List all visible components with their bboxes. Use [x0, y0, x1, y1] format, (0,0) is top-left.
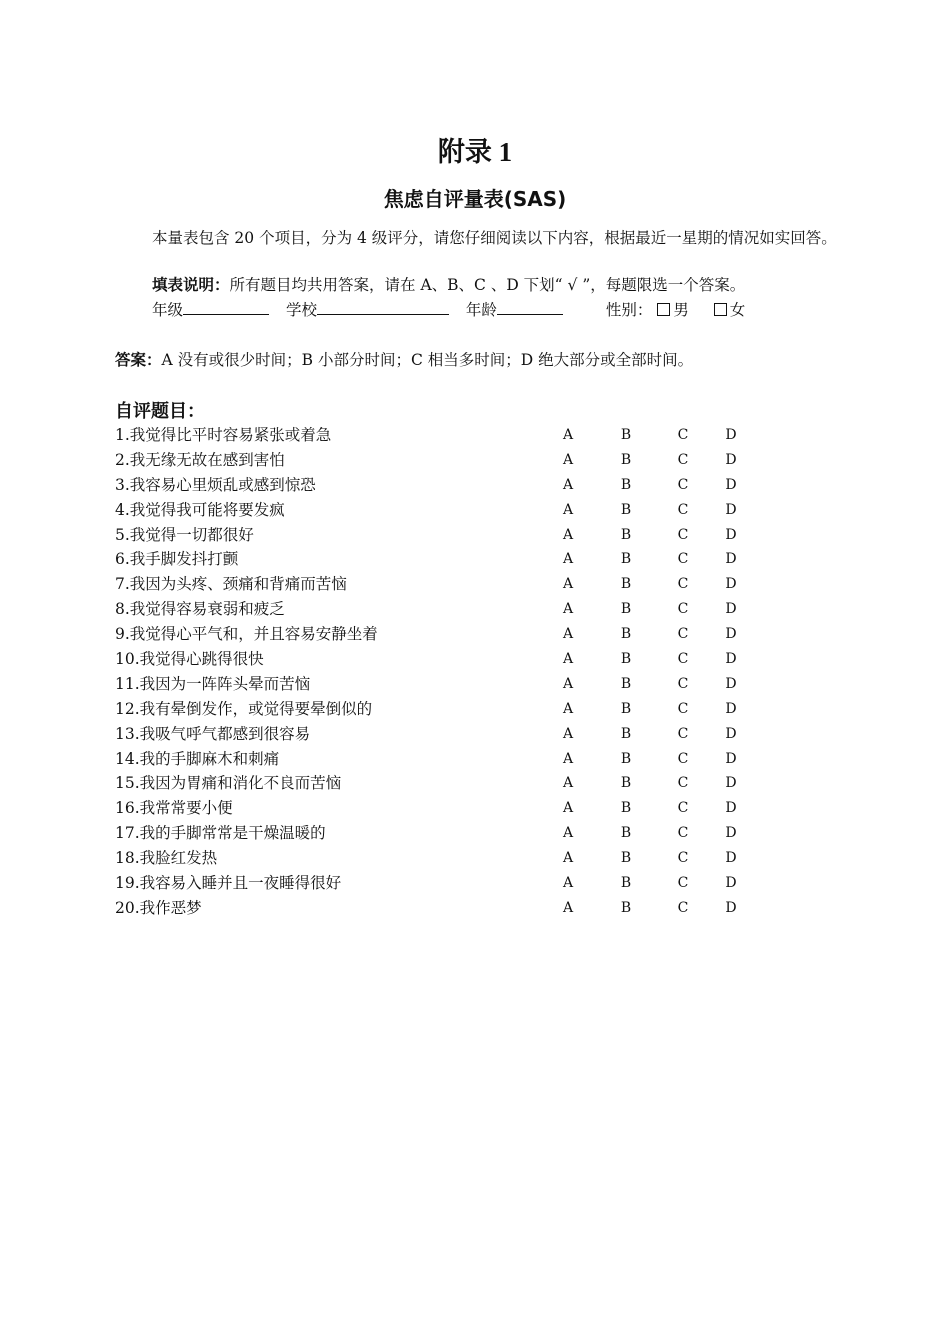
option-a[interactable]: A [562, 675, 574, 692]
option-a[interactable]: A [562, 651, 574, 668]
option-d[interactable]: D [725, 651, 737, 668]
option-d[interactable]: D [725, 551, 737, 568]
option-b[interactable]: B [620, 775, 632, 792]
question-text: 5.我觉得一切都很好 [115, 525, 254, 544]
question-row [115, 547, 815, 572]
option-a[interactable]: A [562, 850, 574, 867]
question-row [115, 597, 815, 622]
instruction-label: 填表说明： [152, 276, 230, 294]
question-row [115, 846, 815, 871]
option-a[interactable]: A [562, 725, 574, 742]
option-b[interactable]: B [620, 626, 632, 643]
option-c[interactable]: C [677, 551, 689, 568]
question-list [115, 423, 815, 921]
option-b[interactable]: B [620, 750, 632, 767]
option-c[interactable]: C [677, 427, 689, 443]
option-d[interactable]: D [725, 800, 737, 817]
option-c[interactable]: C [677, 526, 689, 543]
option-c[interactable]: C [677, 899, 689, 916]
question-text: 7.我因为头疼、颈痛和背痛而苦恼 [115, 575, 347, 594]
male-checkbox[interactable] [657, 303, 670, 316]
male-label: 男 [673, 301, 689, 319]
option-b[interactable]: B [620, 651, 632, 668]
option-c[interactable]: C [677, 501, 689, 518]
grade-blank[interactable] [183, 298, 269, 315]
option-b[interactable]: B [620, 427, 632, 443]
question-text: 8.我觉得容易衰弱和疲乏 [115, 600, 285, 619]
option-d[interactable]: D [725, 700, 737, 717]
option-b[interactable]: B [620, 576, 632, 593]
instruction-paragraph [152, 273, 852, 298]
option-b[interactable]: B [620, 601, 632, 618]
option-a[interactable]: A [562, 476, 574, 493]
option-d[interactable]: D [725, 675, 737, 692]
question-text: 20.我作恶梦 [115, 898, 202, 917]
instruction-text: 所有题目均共用答案，请在 A、B、C 、D 下划“ √ ”，每题限选一个答案。 [229, 276, 746, 294]
answer-key [115, 348, 693, 373]
question-text: 3.我容易心里烦乱或感到惊恐 [115, 475, 316, 494]
option-c[interactable]: C [677, 675, 689, 692]
option-c[interactable]: C [677, 601, 689, 618]
option-d[interactable]: D [725, 775, 737, 792]
option-b[interactable]: B [620, 825, 632, 842]
option-d[interactable]: D [725, 850, 737, 867]
question-text: 10.我觉得心跳得很快 [115, 650, 264, 669]
option-b[interactable]: B [620, 700, 632, 717]
question-text: 4.我觉得我可能将要发疯 [115, 500, 285, 519]
option-d[interactable]: D [725, 750, 737, 767]
question-row [115, 821, 815, 846]
option-a[interactable]: A [562, 626, 574, 643]
option-a[interactable]: A [562, 899, 574, 916]
option-c[interactable]: C [677, 626, 689, 643]
option-b[interactable]: B [620, 899, 632, 916]
option-d[interactable]: D [725, 476, 737, 493]
option-c[interactable]: C [677, 875, 689, 892]
option-a[interactable]: A [562, 775, 574, 792]
question-row [115, 796, 815, 821]
female-label: 女 [729, 301, 746, 319]
question-row [115, 473, 815, 498]
option-c[interactable]: C [677, 700, 689, 717]
option-a[interactable]: A [562, 451, 574, 468]
option-b[interactable]: B [620, 476, 632, 493]
intro-paragraph: 本量表包含 20 个项目，分为 4 级评分，请您仔细阅读以下内容，根据最近一星期的情况如实回答。 [152, 229, 837, 247]
option-d[interactable]: D [725, 526, 737, 543]
option-a[interactable]: A [562, 427, 574, 443]
option-c[interactable]: C [677, 651, 689, 668]
option-c[interactable]: C [677, 750, 689, 767]
option-a[interactable]: A [562, 700, 574, 717]
option-b[interactable]: B [620, 675, 632, 692]
question-text: 17.我的手脚常常是干燥温暖的 [115, 824, 326, 843]
option-a[interactable]: A [562, 601, 574, 618]
question-row [115, 771, 815, 796]
option-c[interactable]: C [677, 476, 689, 493]
section-title: 自评题目： [115, 401, 205, 422]
option-b[interactable]: B [620, 850, 632, 867]
option-c[interactable]: C [677, 451, 689, 468]
question-row [115, 722, 815, 747]
option-d[interactable]: D [725, 576, 737, 593]
option-d[interactable]: D [725, 501, 737, 518]
appendix-heading: 附录 1 [437, 137, 513, 167]
question-row [115, 647, 815, 672]
option-d[interactable]: D [725, 825, 737, 842]
question-text: 6.我手脚发抖打颤 [115, 550, 239, 569]
question-row [115, 747, 815, 772]
option-c[interactable]: C [677, 775, 689, 792]
answer-key-text: A 没有或很少时间；B 小部分时间；C 相当多时间；D 绝大部分或全部时间。 [161, 351, 694, 369]
question-row [115, 697, 815, 722]
gender-label: 性别： [605, 301, 653, 319]
option-c[interactable]: C [677, 725, 689, 742]
option-d[interactable]: D [725, 601, 737, 618]
option-c[interactable]: C [677, 576, 689, 593]
option-b[interactable]: B [620, 875, 632, 892]
question-text: 14.我的手脚麻木和刺痛 [115, 749, 280, 768]
question-text: 15.我因为胃痛和消化不良而苦恼 [115, 774, 342, 793]
option-d[interactable]: D [725, 899, 737, 916]
question-row [115, 448, 815, 473]
question-text: 9.我觉得心平气和，并且容易安静坐着 [115, 625, 378, 644]
question-text: 16.我常常要小便 [115, 799, 233, 818]
question-row [115, 498, 815, 523]
option-b[interactable]: B [620, 526, 632, 543]
age-label: 年龄 [465, 301, 497, 319]
option-a[interactable]: A [562, 551, 574, 568]
question-row [115, 523, 815, 548]
question-text: 11.我因为一阵阵头晕而苦恼 [115, 674, 311, 693]
question-row [115, 423, 815, 448]
option-c[interactable]: C [677, 825, 689, 842]
form-title: 焦虑自评量表(SAS) [383, 187, 567, 211]
option-a[interactable]: A [562, 875, 574, 892]
option-d[interactable]: D [725, 875, 737, 892]
option-a[interactable]: A [562, 750, 574, 767]
question-text: 19.我容易入睡并且一夜睡得很好 [115, 874, 342, 893]
option-b[interactable]: B [620, 551, 632, 568]
option-d[interactable]: D [725, 626, 737, 643]
option-a[interactable]: A [562, 501, 574, 518]
answer-key-label: 答案： [115, 351, 162, 369]
option-d[interactable]: D [725, 725, 737, 742]
question-row [115, 672, 815, 697]
question-text: 18.我脸红发热 [115, 849, 218, 868]
question-row [115, 622, 815, 647]
option-a[interactable]: A [562, 526, 574, 543]
school-label: 学校 [285, 301, 317, 319]
option-b[interactable]: B [620, 451, 632, 468]
question-row [115, 871, 815, 896]
option-a[interactable]: A [562, 825, 574, 842]
female-checkbox[interactable] [714, 303, 727, 316]
question-text: 13.我吸气呼气都感到很容易 [115, 724, 311, 743]
option-c[interactable]: C [677, 850, 689, 867]
option-d[interactable]: D [725, 451, 737, 468]
question-row [115, 896, 815, 921]
option-c[interactable]: C [677, 800, 689, 817]
question-row [115, 572, 815, 597]
option-b[interactable]: B [620, 501, 632, 518]
grade-label: 年级 [152, 301, 184, 319]
option-d[interactable]: D [725, 427, 737, 443]
age-blank[interactable] [497, 298, 563, 315]
option-b[interactable]: B [620, 725, 632, 742]
question-text: 1.我觉得比平时容易紧张或着急 [115, 426, 332, 444]
question-text: 2.我无缘无故在感到害怕 [115, 450, 285, 469]
option-a[interactable]: A [562, 576, 574, 593]
question-text: 12.我有晕倒发作，或觉得要晕倒似的 [115, 699, 373, 718]
option-b[interactable]: B [620, 800, 632, 817]
option-a[interactable]: A [562, 800, 574, 817]
respondent-info-row [152, 298, 745, 323]
school-blank[interactable] [317, 298, 449, 315]
